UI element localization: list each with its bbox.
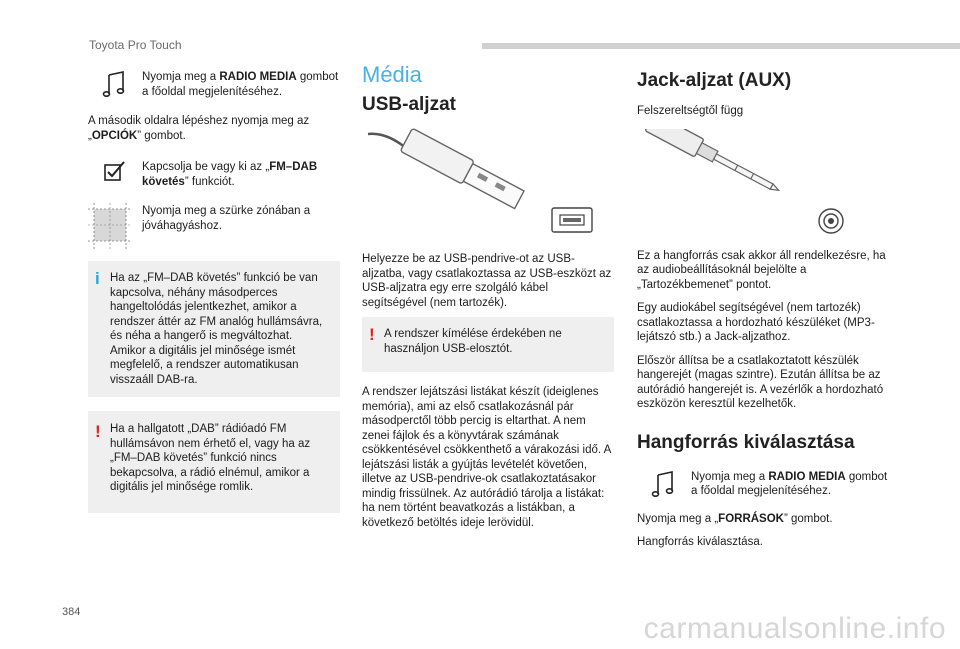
step-fm-dab: [88, 160, 340, 189]
watermark-text: carmanualsonline.info: [643, 612, 946, 645]
warning-note-text: Ha a hallgatott „DAB” rádióadó FM hullámsávon nem érhető el, vagy ha az „FM–DAB követés” funkció nincs bekapcsolva, a rádió elnémul, amikor a digitális jel minősége romlik.: [110, 423, 311, 493]
info-note-text: Ha az „FM–DAB követés” funkció be van kapcsolva, néhány másodperces hangeltolódás jelentkezhet, amikor a rendszer áttér az FM analóg hullámsávra, és néha a hangerő is megváltozhat. Amikor a digitális jel minősége ismét megfelelő, a rendszer automatikusan visszaáll DAB-ra.: [110, 272, 323, 386]
step-fm-dab-text: Kapcsolja be vagy ki az „FM–DAB követés” funkciót.: [142, 161, 318, 188]
aux-paragraph-2: Egy audiokábel segítségével (nem tartozék) csatlakoztassa a hordozható készüléket (MP3-lejátszó stb.) a Jack-aljzathoz.: [637, 302, 875, 343]
aux-paragraph-3: Először állítsa be a csatlakoztatott készülék hangerejét (magas szintre). Ezután állítsa be az autórádió hangerejét is. A vezérlők a hordozható eszközön keresztül kezelhetők.: [637, 354, 884, 410]
info-mark-icon: i: [95, 269, 100, 288]
source-select-paragraph: Hangforrás kiválasztása.: [637, 536, 763, 548]
left-column: [88, 62, 340, 513]
source-select-heading: Hangforrás kiválasztása: [637, 431, 855, 453]
step-radio-media: [88, 70, 340, 99]
playlist-paragraph: A rendszer lejátszási listákat készít (ideiglenes memória), ami az első csatlakozásnál pár másodperctől több percig is eltarthat. A nem zenei fájlok és a könyvtárak számának csökkentésével csökkenthető a várakozási idő. A lejátszási listák a gyújtás levételét követően, illetve az USB-pendrive-ok csatlakoztatásakor mindig frissülnek. Az autórádió tárolja a listákat: ha nem történt beavatkozás a listákban, a következő betöltés ideje lerövidül.: [362, 386, 611, 529]
source-step-text: Nyomja meg a RADIO MEDIA gombot a főoldal megjelenítéséhez.: [691, 470, 888, 497]
info-note: [88, 261, 340, 397]
usb-warning-note: [362, 317, 614, 372]
section-heading-media: Média: [362, 62, 422, 87]
aux-heading: Jack-aljzat (AUX): [637, 70, 792, 91]
usb-cable-illustration: [366, 126, 606, 236]
middle-column: [362, 62, 614, 530]
checkbox-icon: [103, 160, 127, 182]
step-grey-zone: [88, 203, 340, 249]
right-column: [637, 62, 889, 550]
page-number: 384: [62, 606, 81, 618]
usb-heading: USB-aljzat: [362, 94, 456, 115]
jack-plug-illustration: [637, 129, 877, 239]
grey-zone-icon: [88, 203, 132, 249]
options-paragraph: A második oldalra lépéshez nyomja meg az „OPCIÓK” gombot.: [88, 115, 310, 142]
music-note-icon: [102, 70, 128, 98]
step-grey-zone-text: Nyomja meg a szürke zónában a jóváhagyáshoz.: [142, 205, 311, 232]
header-bar: [482, 43, 960, 49]
warning-note: [88, 411, 340, 513]
step-radio-media-text: Nyomja meg a RADIO MEDIA gombot a főoldal megjelenítéséhez.: [142, 71, 339, 98]
usb-paragraph: Helyezze be az USB-pendrive-ot az USB-aljzatba, vagy csatlakoztassa az USB-eszközt az USB-aljzatra egy erre szolgáló kábel segítségével (nem tartozék).: [362, 253, 612, 309]
warning-mark-icon: !: [369, 325, 375, 344]
aux-paragraph-1: Ez a hangforrás csak akkor áll rendelkezésre, ha az audiobeállításoknál bejelölte a „Tartozékbemenet” pontot.: [637, 249, 886, 291]
warning-mark-icon: !: [95, 422, 101, 441]
usb-warning-text: A rendszer kímélése érdekében ne használjon USB-elosztót.: [384, 328, 562, 355]
aux-subtitle: Felszereltségtől függ: [637, 105, 744, 117]
music-note-icon: [651, 470, 677, 498]
sources-paragraph: Nyomja meg a „FORRÁSOK” gombot.: [637, 512, 833, 525]
header-title: Toyota Pro Touch: [89, 38, 182, 52]
source-step-radio-media: [637, 470, 889, 499]
